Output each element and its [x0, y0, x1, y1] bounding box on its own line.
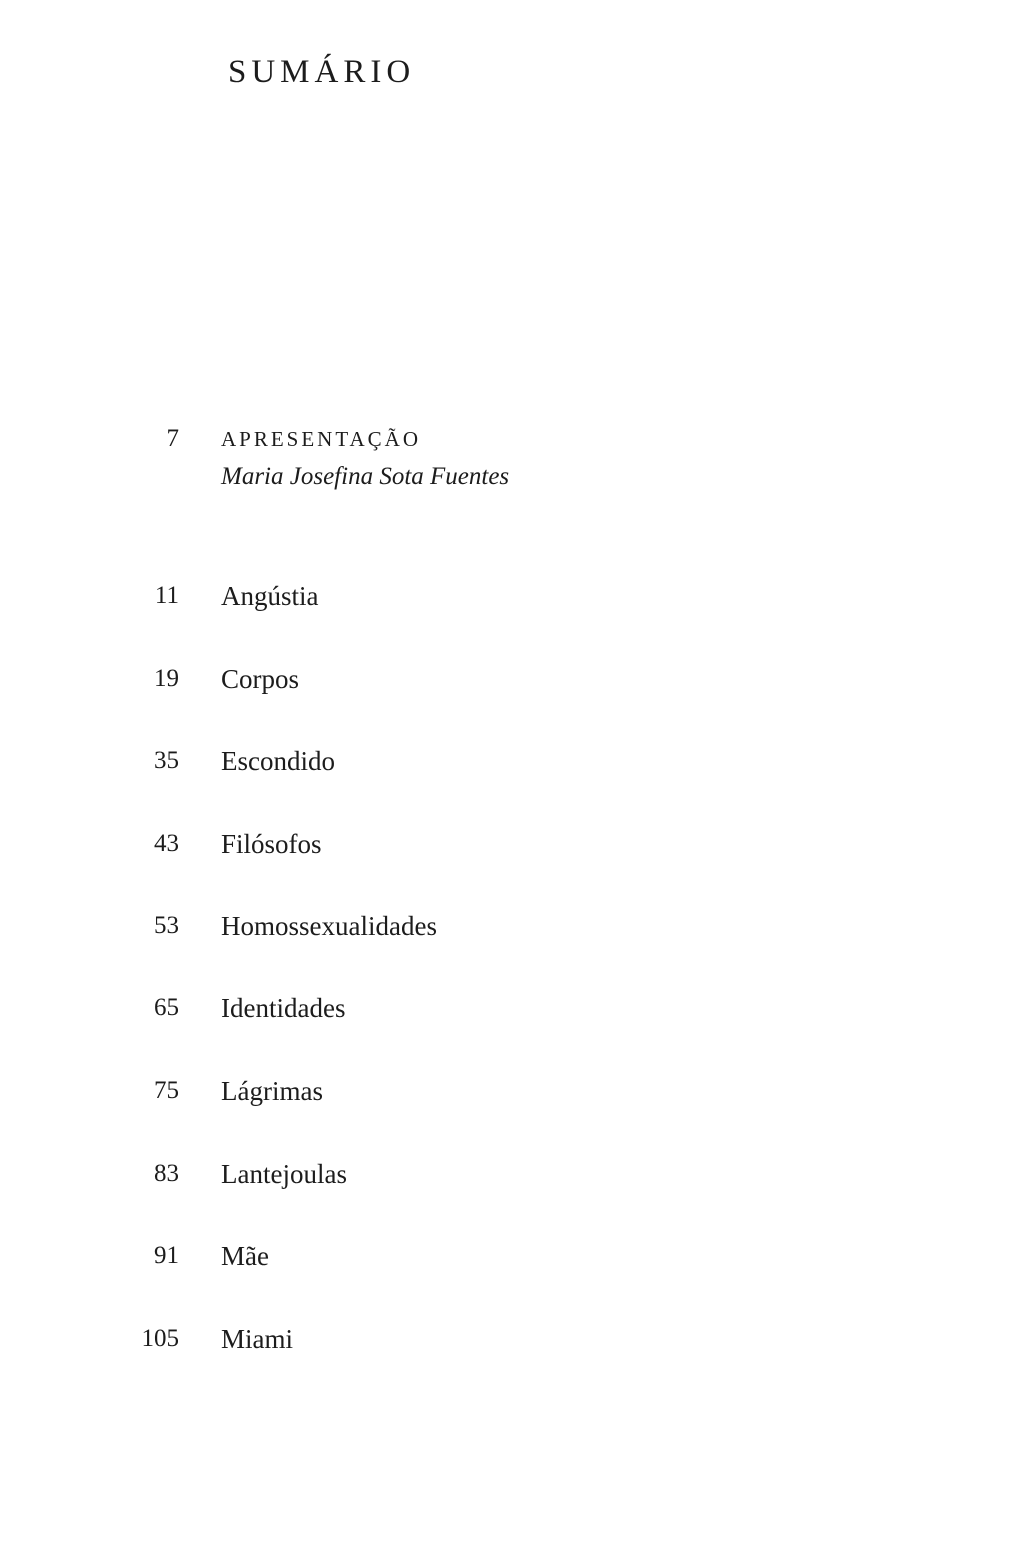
- toc-entry[interactable]: [0, 666, 1024, 710]
- toc-entry-title: Miami: [221, 1324, 293, 1354]
- toc-page-number: 65: [154, 994, 179, 1021]
- toc-page-number: 75: [154, 1077, 179, 1104]
- toc-entry-title: Angústia: [221, 581, 319, 611]
- toc-page-number: 43: [154, 830, 179, 857]
- toc-entry-title: Lantejoulas: [221, 1159, 347, 1189]
- toc-entry[interactable]: [0, 1326, 1024, 1370]
- toc-entry-author: Maria Josefina Sota Fuentes: [221, 463, 510, 490]
- toc-entry[interactable]: [0, 748, 1024, 792]
- toc-entry[interactable]: [0, 831, 1024, 875]
- toc-page-number: 11: [154, 582, 179, 609]
- toc-page-number: 91: [154, 1242, 179, 1269]
- toc-entry[interactable]: [0, 913, 1024, 957]
- toc-entry-title: Mãe: [221, 1241, 269, 1271]
- toc-entry-presentation[interactable]: [0, 425, 1024, 490]
- toc-page-number: 35: [154, 747, 179, 774]
- toc-page-number: 19: [154, 665, 179, 692]
- toc-entry-title: Escondido: [221, 746, 335, 776]
- toc-entry-title: Filósofos: [221, 829, 322, 859]
- toc-entry-title: Identidades: [221, 993, 346, 1023]
- toc-entry-title: Homossexualidades: [221, 911, 437, 941]
- toc-entry[interactable]: [0, 1161, 1024, 1205]
- toc-page-number: 83: [154, 1160, 179, 1187]
- toc-page-number: 105: [141, 1325, 179, 1352]
- toc-entry-title: Lágrimas: [221, 1076, 323, 1106]
- toc-entry-title: APRESENTAÇÃO: [221, 427, 422, 451]
- toc-entry[interactable]: [0, 995, 1024, 1039]
- toc-entry[interactable]: [0, 583, 1024, 627]
- page-title: SUMÁRIO: [228, 54, 416, 90]
- toc-entry[interactable]: [0, 1078, 1024, 1122]
- toc-page-number: 53: [154, 912, 179, 939]
- toc-entry-title: Corpos: [221, 664, 300, 694]
- toc-entry[interactable]: [0, 1243, 1024, 1287]
- toc-page-number: 7: [166, 425, 179, 452]
